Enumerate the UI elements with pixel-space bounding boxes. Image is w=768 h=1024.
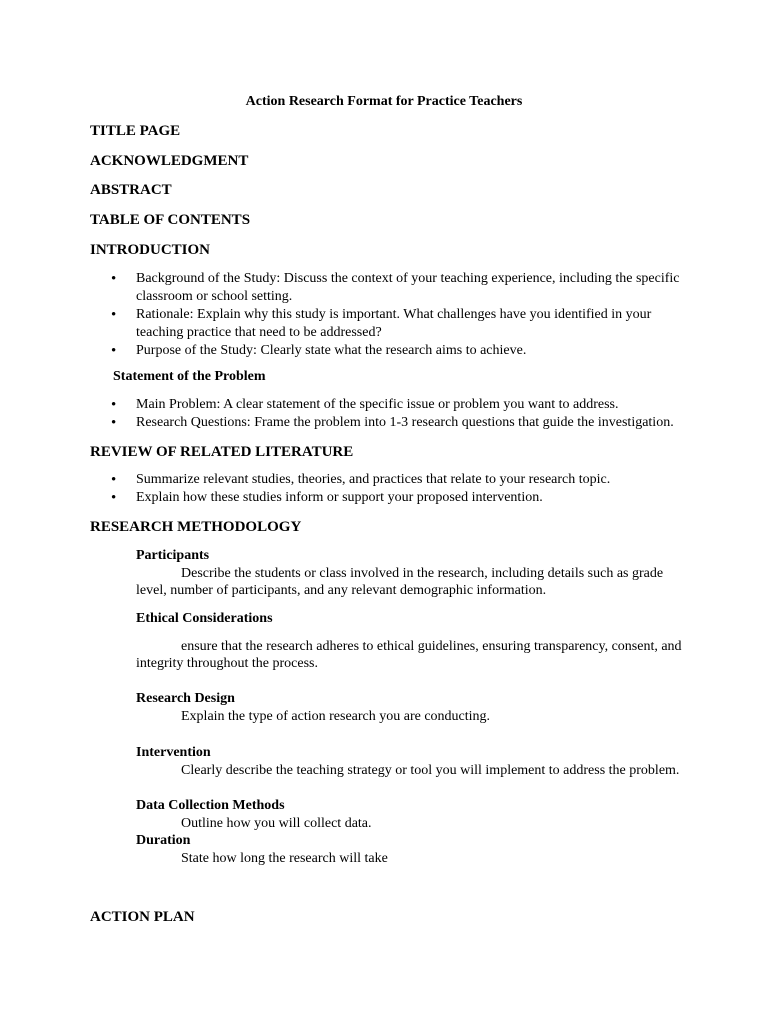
- list-item: [136, 489, 696, 507]
- bullet-line: • Purpose of the Study: Clearly state what the research aims to achieve.: [136, 343, 527, 358]
- subheading-duration: Duration: [136, 833, 191, 848]
- participants-text-line1: Describe the students or class involved in the research, including details such as grade: [181, 566, 664, 581]
- list-item: [136, 270, 696, 306]
- heading-action-plan: ACTION PLAN: [90, 909, 195, 925]
- list-item: [136, 396, 696, 414]
- subheading-intervention: Intervention: [136, 745, 211, 760]
- list-item: [136, 306, 696, 342]
- list-item: [136, 414, 696, 432]
- statement-bullet-list: [136, 396, 696, 432]
- heading-statement-of-problem: Statement of the Problem: [113, 369, 266, 384]
- bullet-line: • Main Problem: A clear statement of the specific issue or problem you want to address.: [136, 397, 619, 412]
- subheading-participants: Participants: [136, 548, 210, 563]
- bullet-line: • Background of the Study: Discuss the context of your teaching experience, including the specific: [136, 271, 680, 286]
- subheading-data-collection: Data Collection Methods: [136, 798, 285, 813]
- bullet-line: • Rationale: Explain why this study is important. What challenges have you identified in your: [136, 307, 652, 322]
- bullet-line: teaching practice that need to be addressed?: [136, 325, 382, 340]
- duration-text: State how long the research will take: [181, 851, 388, 866]
- introduction-bullet-list: [136, 270, 696, 360]
- subheading-research-design: Research Design: [136, 691, 235, 706]
- document-title: Action Research Format for Practice Teachers: [245, 94, 523, 109]
- heading-table-of-contents: TABLE OF CONTENTS: [90, 212, 251, 228]
- heading-introduction: INTRODUCTION: [90, 242, 211, 258]
- bullet-line: classroom or school setting.: [136, 289, 293, 304]
- heading-review-of-literature: REVIEW OF RELATED LITERATURE: [90, 444, 354, 460]
- bullet-line: • Summarize relevant studies, theories, and practices that relate to your research topic.: [136, 472, 611, 487]
- ethical-text-line1: ensure that the research adheres to ethical guidelines, ensuring transparency, consent, and: [181, 639, 682, 654]
- data-collection-text: Outline how you will collect data.: [181, 816, 372, 831]
- heading-acknowledgment: ACKNOWLEDGMENT: [90, 153, 249, 169]
- heading-research-methodology: RESEARCH METHODOLOGY: [90, 519, 302, 535]
- bullet-line: • Research Questions: Frame the problem into 1-3 research questions that guide the investigation.: [136, 415, 674, 430]
- list-item: [136, 342, 696, 360]
- ethical-text-line2: integrity throughout the process.: [136, 656, 318, 671]
- bullet-line: • Explain how these studies inform or support your proposed intervention.: [136, 490, 543, 505]
- heading-abstract: ABSTRACT: [90, 182, 172, 198]
- participants-text-line2: level, number of participants, and any relevant demographic information.: [136, 583, 547, 598]
- literature-bullet-list: [136, 471, 696, 507]
- list-item: [136, 471, 696, 489]
- design-text: Explain the type of action research you are conducting.: [181, 709, 491, 724]
- heading-title-page: TITLE PAGE: [90, 123, 181, 139]
- intervention-text: Clearly describe the teaching strategy or tool you will implement to address the problem.: [181, 763, 680, 778]
- subheading-ethical-considerations: Ethical Considerations: [136, 611, 273, 626]
